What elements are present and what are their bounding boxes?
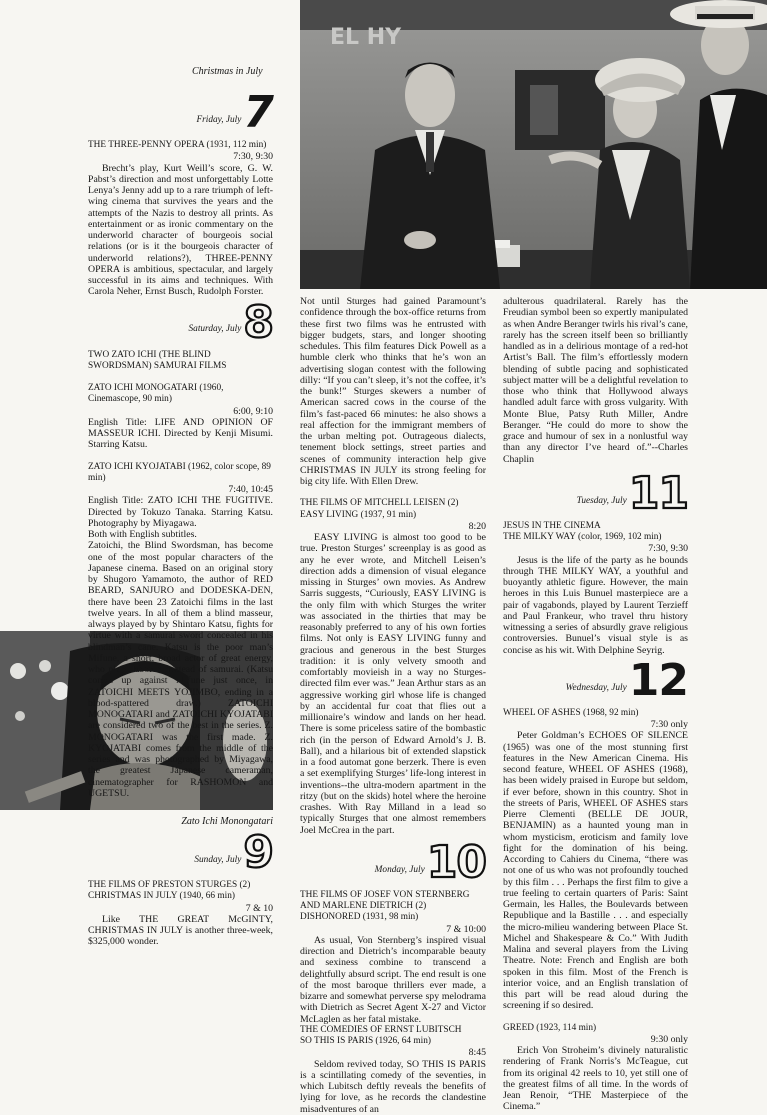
program-title: THE FILMS OF PRESTON STURGES (2) — [88, 880, 251, 890]
day-label: Friday, July — [196, 114, 242, 125]
film-title: GREED (1923, 114 min) — [503, 1022, 597, 1033]
day-label: Monday, July — [374, 864, 425, 875]
continued-text: Not until Sturges had gained Paramount’s confidence through the box-office returns from these first two films was he entrusted with bigger budgets, stars, and longer shooting schedules. This film features Dick Powell as a humble clerk who thinks that he’s won an advertising slogan contest with the following dilly: “If you can’t sleep, it’s not the coffee, it’s the bunk!” Sturges skewers a number of American sacred cows in the course of the film’s fast-paced 66 minutes: he also shows a real affection for the immigrant members of the urban melting pot. Outrageous dialects, tenement block settings, street parties and scenes of community interaction help give CHRISTMAS IN JULY its strong feeling for big city life. With Ellen Drew. — [300, 296, 486, 487]
showtime: 7:40, 10:45 — [228, 484, 273, 495]
svg-text:EL HY: EL HY — [330, 25, 402, 50]
film-description: Like THE GREAT McGINTY, CHRISTMAS IN JULY is another three-week, $325,000 wonder. — [88, 913, 273, 948]
showtime: 9:30 only — [650, 1033, 688, 1045]
program-title: JESUS IN THE CINEMA — [503, 520, 601, 531]
film-title: THE MILKY WAY (color, 1969, 102 min) — [503, 532, 662, 542]
subtitle-note: Both with English subtitles. — [88, 529, 197, 540]
program-title: THE COMEDIES OF ERNST LUBITSCH — [300, 1024, 462, 1035]
still-photo-store-scene — [300, 0, 767, 289]
film-description: Jesus is the life of the party as he bounds through THE MILKY WAY, a youthful and buoyantly athletic figure. However, the main heroes in this Luis Bunuel masterpiece are a pair of vagabonds, played by Laurent Terzieff and Paul Frankeur, who travel thru history witnessing a series of absurdly grave religious controversies. Bunuel’s visual style is as concise as his wit. With Delphine Seyrig. — [503, 554, 688, 656]
film-description: English Title: LIFE AND OPINION OF MASSEUR ICHI. Directed by Kenji Misumi. Starring Katsu. — [88, 416, 273, 451]
film-title: DISHONORED (1931, 98 min) — [300, 912, 419, 923]
day-label: Tuesday, July — [576, 495, 627, 506]
day-heading-10 — [300, 836, 486, 888]
film-description: English Title: ZATO ICHI THE FUGITIVE. Directed by Tokuzo Tanaka. Starring Katsu. Photography by Miyagawa. — [88, 495, 273, 529]
film-title: ZATO ICHI KYOJATABI (1962, color scope, 89 min) — [88, 461, 271, 483]
day-heading-11 — [503, 467, 688, 519]
film-description: Erich Von Stroheim’s divinely naturalistic rendering of Frank Norris’s McTeague, cut from its original 42 reels to 10, yet still one of the greatest films of all time. In the words of Jean Renoir, “THE Masterpiece of the Cinema.” — [503, 1045, 688, 1113]
day-heading-12 — [503, 654, 688, 706]
film-title: ZATO ICHI MONOGATARI (1960, Cinemascope, 90 min) — [88, 383, 224, 405]
running-head: Christmas in July — [192, 66, 263, 77]
film-description: EASY LIVING is almost too good to be true. Preston Sturges’ screenplay is as good as any he ever wrote, and Mitchell Leisen’s direction adds a dimension of visual elegance missing in Sturges’ own movies. As Andrew Sarris suggests, “Curiously, EASY LIVING is the only film with which Sturges the writer was associated in the thirties that may be reasonably preferred to any of his own forties films. Not only is EASY LIVING funny and gracious and generous in the best Sturges tradition: it is only velvety smooth and comfortably movieish in a way no Sturges-directed film ever was.” Jean Arthur stars as an aggressive working girl whose life is changed by an accidental fur coat that flies out a millionaire’s window and lands on her head. There is some priceless satire of the bombastic rich (in the person of Edward Arnold’s J. B. Ball), and a hilarious bit of extended slapstick in a food automat gone berzerk. There is even a set exemplifying Sturges’ life-long interest in inventions--the ultra-modern apartment in the ritzy (but on the skids) hotel where the heroine crashes. With Ray Milland in a lead so typically Sturges that one almost remembers Joel McCrea in the part. — [300, 532, 486, 836]
day-label: Saturday, July — [188, 324, 242, 335]
film-title: CHRISTMAS IN JULY (1940, 66 min) — [88, 891, 235, 902]
day-number: 8 — [243, 296, 273, 348]
program-title: TWO ZATO ICHI (THE BLIND SWORDSMAN) SAMURAI FILMS — [88, 349, 227, 371]
day-heading-8 — [88, 296, 273, 348]
film-title: THE THREE-PENNY OPERA (1931, 112 min) — [88, 140, 267, 150]
day-number: 12 — [628, 654, 688, 706]
showtime: 7:30, 9:30 — [648, 543, 688, 555]
showtime: 7:30 only — [650, 719, 688, 730]
showtime: 8:45 — [468, 1047, 486, 1059]
showtime: 7 & 10 — [245, 902, 273, 914]
film-description: Brecht’s play, Kurt Weill’s score, G. W. Pabst’s direction and most unforgettably Lotte Lenya’s Jenny add up to a rare triumph of left-wing cinema that survives the years and the attempts of the Nazis to destroy all prints. As entertainment or as ironic commentary on the underworld character of bourgeois social relations (or is it the bourgeois character of underworld relations?), THREE-PENNY OPERA is ambitious, spectacular, and largely successful in its aims and techniques. With Carola Neher, Ernst Busch, Rudolph Forster. — [88, 162, 273, 298]
film-description: As usual, Von Sternberg’s inspired visual direction and Dietrich’s incomparable beauty and sexiness combine to transcend a delightfully absurd script. The end result is one of the most baroque thrillers ever made, a bizarre and somewhat perverse spy melodrama with Dietrich as Secret Agent X-27 and Victor McLaglen as her fatal mistake. — [300, 934, 486, 1025]
day-label: Sunday, July — [194, 854, 242, 865]
day-label: Wednesday, July — [565, 682, 627, 693]
film-description: Seldom revived today, SO THIS IS PARIS is a scintillating comedy of the seventies, in which Lubitsch deftly reveals the benefits of lying for love, as he records the clandestine misadventures of an — [300, 1058, 486, 1115]
day-number: 10 — [426, 836, 486, 888]
day-number: 11 — [628, 467, 688, 519]
day-heading-9 — [88, 827, 273, 878]
column-2 — [300, 296, 486, 1115]
film-title: SO THIS IS PARIS (1926, 64 min) — [300, 1036, 431, 1046]
showtime: 8:20 — [468, 520, 486, 532]
film-title: EASY LIVING (1937, 91 min) — [300, 509, 417, 520]
film-essay: Zatoichi, the Blind Swordsman, has become one of the most popular characters of the Japanese cinema. Based on an original story by Shugoro Yamamoto, the author of RED BEARD, SANJURO and DODESKA-DEN, there have been 23 Zatoichi films in the last twelve years. In all of them a blind masseur, always played by by Shintaro Katsu, fights for virtue with a samurai sword concealed in his blindman’s cane. Katsu is the poor man’s Mifune, a short, broad actor of great energy, who plays laborers instead of samurai. (Katsu comes up against Mifune just once, in ZATOICHI MEETS YOJIMBO, ending in a blood-spattered draw.) ZATOICHI MONOGATARI and ZATOICHI KYOJATABI are considered two of the best in the series. Z. MONOGATARI was the first made. Z. KYOJATABI comes from the middle of the series and was photographed by Miyagawa, the greatest Japanese cameraman, cinematographer for RASHOMON and UGETSU. — [88, 540, 273, 799]
column-1 — [88, 82, 273, 799]
showtime: 6:00, 9:10 — [233, 405, 273, 417]
showtime: 7:30, 9:30 — [233, 151, 273, 163]
column-1-lower — [88, 822, 273, 948]
program-title: THE FILMS OF JOSEF VON STERNBERG AND MARLENE DIETRICH (2) — [300, 889, 470, 911]
day-number: 9 — [243, 827, 273, 878]
photo-caption: Zato Ichi Monongatari — [181, 816, 273, 827]
showtime: 7 & 10:00 — [446, 923, 486, 935]
column-3 — [503, 296, 688, 1113]
film-description: Peter Goldman’s ECHOES OF SILENCE (1965) was one of the most stunning first features in the New American Cinema. His second feature, WHEEL OF ASHES (1968), has been widely praised in Europe but seldom, if ever before, shown in this country. Shot in the streets of Paris, WHEEL OF ASHES stars Pierre Clementi (BELLE DE JOUR, BENJAMIN) as a haunted young man in whom mysticism, eroticism and family love fight for the domination of his being. According to Cahiers du Cinema, “there was not one of us who was not profoundly touched by this film . . . Perhaps the first film to give a true feeling to certain quarters of Paris: Saint Germain, les Halles, the Boulevards between Republique and la Bastille . . . and especially the micro-milieu wandering between Place St. Michel and Shakespeare & Co.” With Judith Malina and several players from the Living Theatre. Note: French and English are both spoken in this film. Most of the French is interior voice, and an English translation of this part will be read aloud during the screening if so desired. — [503, 730, 688, 1012]
day-number: 7 — [243, 87, 273, 138]
program-title: THE FILMS OF MITCHELL LEISEN (2) — [300, 498, 459, 509]
continued-text: adulterous quadrilateral. Rarely has the Freudian symbol been so expertly manipulated as when Andre Beranger twirls his rival’s cane, rarely has the screen itself been so brilliantly handled as in a delirious montage of a red-hot Artist’s Ball. The film’s effortlessly modern blending of subtle pacing and sophisticated subject matter will be a delightful revelation to those who think that Hollywood always handled adult farce with gross vulgarity. With Monte Blue, Patsy Ruth Miller, Andre Beranger. “He could do more to show the grace and humour of sex in a nonlustful way than any director I’ve heard of.”--Charles Chaplin — [503, 296, 688, 465]
film-title: WHEEL OF ASHES (1968, 92 min) — [503, 707, 639, 718]
day-heading-7 — [88, 87, 273, 138]
